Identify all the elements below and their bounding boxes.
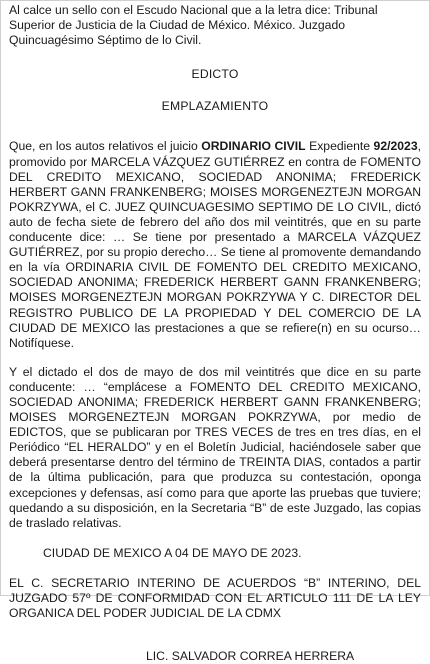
p1-text-a: Que, en los autos relativos el juicio	[9, 139, 202, 154]
signature-name: LIC. SALVADOR CORREA HERRERA	[146, 649, 355, 664]
p1-text-b: Expediente	[305, 139, 374, 154]
secretario-paragraph: EL C. SECRETARIO INTERINO DE ACUERDOS “B” INTERINO, DEL JUZGADO 57º DE CONFORMIDAD CON EL ARTICULO 111 DE LA LEY ORGANICA DEL PODER JUDICIAL DE LA CDMX	[9, 575, 421, 621]
intro-paragraph: Al calce un sello con el Escudo Nacional que a la letra dice: Tribunal Superior de Justicia de la Ciudad de México. México. Juzgado Quincuagésimo Séptimo de lo Civil.	[9, 3, 378, 48]
city-date: CIUDAD DE MEXICO A 04 DE MAYO DE 2023.	[43, 545, 302, 560]
p1-text-c: , promovido por MARCELA VÁZQUEZ GUTIÉRREZ en contra de FOMENTO DEL CREDITO MEXICANO, SOCIEDAD ANONIMA; FREDERICK HERBERT GANN FRANKENBERG; MOISES MORGENEZTEJN MORGAN POKRZYWA, el C. JUEZ QUINCUAGESIMO SEPTIMO DE LO CIVIL, dictó auto de fecha siete de febrero del año dos mil veintitrés, que en su parte conducente dice: … Se tiene por presentado a MARCELA VÁZQUEZ GUTIÉRREZ, por su propio derecho… Se tiene al promovente demandando en la vía ORDINARIA CIVIL DE FOMENTO DEL CREDITO MEXICANO, SOCIEDAD ANONIMA; FREDERICK HERBERT GANN FRANKENBERG; MOISES MORGENEZTEJN MORGAN POKRZYWA Y C. DIRECTOR DEL REGISTRO PUBLICO DE LA PROPIEDAD Y DEL COMERCIO DE LA CIUDAD DE MEXICO las prestaciones a que se refiere(n) en su ocurso…Notifíquese.	[9, 139, 421, 350]
body-paragraph-2: Y el dictado el dos de mayo de dos mil veintitrés que dice en su parte conducente: … “emplácese a FOMENTO DEL CREDITO MEXICANO, SOCIEDAD ANONIMA; FREDERICK HERBERT GANN FRANKENBERG; MOISES MORGENEZTEJN MORGAN POKRZYWA, por medio de EDICTOS, que se publicaran por TRES VECES de tres en tres días, en el Periódico “EL HERALDO” y en el Boletín Judicial, haciéndosele saber que deberá presentarse dentro del término de TREINTA DIAS, contados a partir de la última publicación, para que produzca su contestación, oponga excepciones y defensas, así como para que aporte las pruebas que tuviere; quedando a su disposición, en la Secretaria “B” de este Juzgado, las copias de traslado relativas.	[9, 364, 421, 530]
body-paragraph-1	[9, 139, 421, 350]
heading-edicto: EDICTO	[191, 67, 239, 82]
expediente-number: 92/2023	[373, 139, 418, 154]
juicio-type: ORDINARIO CIVIL	[201, 139, 306, 154]
heading-emplazamiento: EMPLAZAMIENTO	[161, 99, 269, 114]
